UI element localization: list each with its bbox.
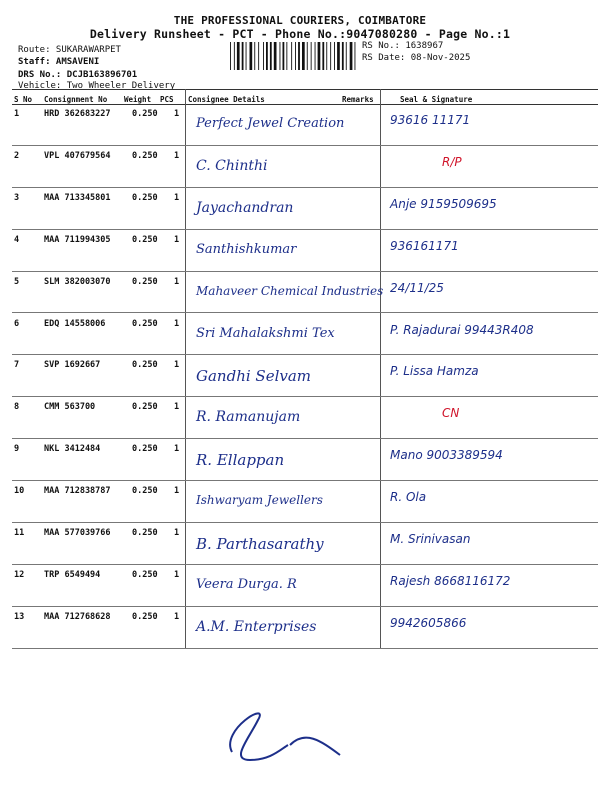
barcode-bar [266,42,268,70]
row-weight: 0.250 [132,486,158,497]
row-consignee-handwritten: Jayachandran [196,199,294,216]
row-sno: 11 [14,528,25,538]
row-weight: 0.250 [132,569,158,580]
row-consignee-handwritten: Santhishkumar [196,241,297,257]
row-sno: 6 [14,318,20,329]
row-signature: R/P [442,154,462,169]
col-header-sno: S No [14,95,33,104]
row-consignment-no: MAA 577039766 [44,528,111,538]
table-row [12,607,598,649]
row-consignee-handwritten: Mahaveer Chemical Industries [196,283,384,298]
table-row [12,188,598,230]
table-top-rule [12,89,598,90]
row-pcs: 1 [174,444,180,455]
row-consignee-handwritten: R. Ramanujam [196,409,301,426]
barcode-bar [274,42,277,70]
barcode-bar [337,42,340,70]
col-header-consignment: Consignment No [44,95,108,104]
row-weight: 0.250 [132,611,158,622]
row-signature: Rajesh 8668116172 [390,573,511,588]
col-header-remarks: Remarks [342,95,374,104]
row-pcs: 1 [174,611,180,622]
barcode-bar [302,42,305,70]
row-weight: 0.250 [132,109,158,119]
vehicle-label: Vehicle: Two Wheeler Delivery [18,81,176,91]
row-sno: 8 [14,402,20,413]
row-sno: 10 [14,486,25,497]
staff-label: Staff: AMSAVENI [18,57,100,67]
row-consignee-handwritten: Ishwaryam Jewellers [196,493,323,508]
row-pcs: 1 [174,234,180,245]
table-row [12,272,598,314]
row-sno: 13 [14,611,25,622]
row-consignment-no: NKL 3412484 [44,444,101,455]
row-signature: 936161171 [390,238,459,253]
row-signature: CN [442,406,460,421]
table-row [12,439,598,481]
row-sno: 7 [14,360,20,371]
rs-date: RS Date: 08-Nov-2025 [362,53,471,63]
row-sno: 3 [14,192,20,203]
row-weight: 0.250 [132,150,158,161]
row-weight: 0.250 [132,402,158,413]
row-sno: 9 [14,444,20,455]
handwritten-signature [210,690,360,770]
row-consignment-no: VPL 407679564 [44,150,111,161]
row-weight: 0.250 [132,528,158,538]
row-sno: 2 [14,150,20,161]
col-header-weight: Weight [124,95,152,104]
row-pcs: 1 [174,360,180,371]
table-row [12,481,598,523]
row-consignment-no: MAA 712838787 [44,486,111,497]
col-header-consignee: Consignee Details [188,95,265,104]
row-sno: 12 [14,569,25,580]
table-row [12,314,598,356]
row-sno: 4 [14,234,20,245]
row-consignment-no: MAA 711994305 [44,234,111,245]
row-consignee-handwritten: Gandhi Selvam [196,367,312,386]
rs-number: RS No.: 1638967 [362,41,444,51]
row-weight: 0.250 [132,444,158,455]
table-row [12,146,598,188]
row-divider [12,648,598,649]
document-title: THE PROFESSIONAL COURIERS, COIMBATORE [173,14,427,27]
row-weight: 0.250 [132,360,158,371]
row-signature: 24/11/25 [390,280,444,295]
row-consignment-no: EDQ 14558006 [44,318,106,329]
row-pcs: 1 [174,192,180,203]
row-weight: 0.250 [132,192,158,203]
row-signature: Anje 9159509695 [390,196,497,211]
row-signature: 9942605866 [390,615,467,630]
table-row [12,565,598,607]
barcode-bar [246,42,247,70]
barcode-bar [237,42,240,70]
row-weight: 0.250 [132,234,158,245]
row-signature: P. Rajadurai 99443R408 [390,322,534,337]
barcode-bar [311,42,312,70]
row-pcs: 1 [174,402,180,413]
barcode-bar [315,42,316,70]
row-signature: 93616 11171 [390,113,471,127]
barcode-bar [291,42,292,70]
row-consignment-no: HRD 362683227 [44,109,111,119]
col-header-seal: Seal & Signature [400,95,473,104]
barcode-bar [286,42,287,70]
barcode-bar [346,42,347,70]
table-row [12,104,598,146]
table-row [12,355,598,397]
row-consignee-handwritten: B. Parthasarathy [196,535,324,553]
row-consignee-handwritten: A.M. Enterprises [196,618,317,635]
row-consignment-no: MAA 712768628 [44,611,111,622]
row-pcs: 1 [174,150,180,161]
row-signature: Mano 9003389594 [390,448,503,463]
barcode-bar [280,42,281,70]
barcode-bar [342,42,344,70]
row-weight: 0.250 [132,276,158,287]
row-pcs: 1 [174,109,180,119]
row-consignee-handwritten: Perfect Jewel Creation [196,116,345,131]
col-header-pcs: PCS [160,95,174,104]
barcode-bar [330,42,331,70]
row-pcs: 1 [174,318,180,329]
barcode-bar [295,42,296,70]
barcode-bar [307,42,308,70]
barcode-bar [322,42,324,70]
table-row [12,397,598,439]
row-consignee-handwritten: C. Chinthi [196,157,268,174]
barcode-bar [334,42,335,70]
barcode-bar [318,42,321,70]
row-signature: M. Srinivasan [390,532,471,546]
barcode-bar [258,42,259,70]
row-sno: 5 [14,276,20,287]
barcode-bar [355,42,356,70]
barcode-bar [270,42,272,70]
row-pcs: 1 [174,276,180,287]
barcode-bar [350,42,353,70]
barcode-bar [250,42,253,70]
row-consignment-no: TRP 6549494 [44,569,101,580]
barcode-bar [326,42,327,70]
row-consignment-no: SLM 382003070 [44,276,111,287]
row-signature: R. Ola [390,490,427,505]
row-sno: 1 [14,109,20,119]
drs-number: DRS No.: DCJB163896701 [18,70,138,80]
barcode-bar [298,42,300,70]
barcode-bar [283,42,285,70]
row-consignment-no: SVP 1692667 [44,360,101,371]
barcode-bar [254,42,255,70]
document-subtitle: Delivery Runsheet - PCT - Phone No.:9047080280 - Page No.:1 [89,27,511,41]
row-signature: P. Lissa Hamza [390,364,479,379]
table-row [12,523,598,565]
route-label: Route: SUKARAWARPET [18,45,121,55]
row-pcs: 1 [174,486,180,497]
row-consignee-handwritten: Veera Durga. R [196,576,297,592]
row-weight: 0.250 [132,318,158,329]
barcode-bar [242,42,244,70]
row-consignment-no: MAA 713345801 [44,192,111,203]
barcode-bar [234,42,235,70]
barcode-image [230,42,358,70]
row-pcs: 1 [174,528,180,538]
row-consignee-handwritten: R. Ellappan [196,451,285,470]
barcode-bar [263,42,264,70]
row-consignee-handwritten: Sri Mahalakshmi Tex [196,325,335,341]
row-consignment-no: CMM 563700 [44,402,96,413]
barcode-bar [230,42,231,70]
table-row [12,230,598,272]
row-pcs: 1 [174,569,180,580]
